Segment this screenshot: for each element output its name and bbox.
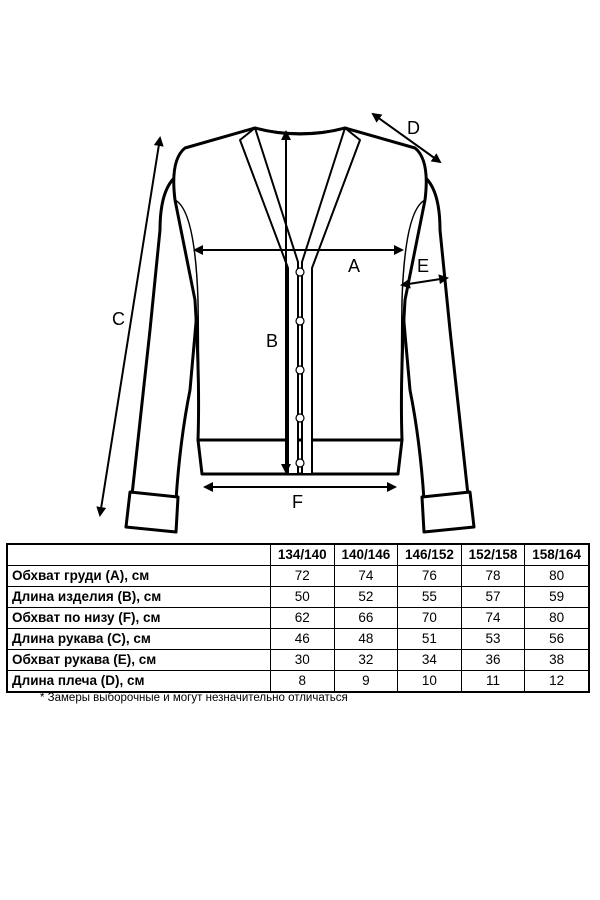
table-cell: 48	[334, 629, 398, 650]
body	[174, 128, 430, 440]
row-label: Длина плеча (D), см	[7, 671, 271, 693]
table-row	[7, 650, 589, 671]
right-cuff	[422, 492, 474, 532]
table-cell: 11	[461, 671, 525, 693]
table-cell: 30	[271, 650, 335, 671]
size-header: 146/152	[398, 544, 462, 566]
table-cell: 59	[525, 587, 589, 608]
size-header: 158/164	[525, 544, 589, 566]
row-label: Обхват рукава (E), см	[7, 650, 271, 671]
table-cell: 51	[398, 629, 462, 650]
table-cell: 80	[525, 608, 589, 629]
table-cell: 10	[398, 671, 462, 693]
footnote: * Замеры выборочные и могут незначительно отличаться	[40, 692, 348, 704]
table-row	[7, 671, 589, 693]
table-cell: 70	[398, 608, 462, 629]
table-cell: 78	[461, 566, 525, 587]
table-cell: 74	[334, 566, 398, 587]
table-cell: 46	[271, 629, 335, 650]
row-label: Обхват груди (A), см	[7, 566, 271, 587]
table-cell: 55	[398, 587, 462, 608]
table-row	[7, 587, 589, 608]
table-cell: 72	[271, 566, 335, 587]
table-cell: 74	[461, 608, 525, 629]
row-label: Длина изделия (B), см	[7, 587, 271, 608]
table-row	[7, 608, 589, 629]
row-label: Длина рукава (C), см	[7, 629, 271, 650]
label-b: B	[266, 331, 279, 351]
size-header: 140/146	[334, 544, 398, 566]
hem-band	[198, 440, 402, 474]
table-cell: 9	[334, 671, 398, 693]
cardigan-drawing	[126, 128, 474, 532]
size-header: 152/158	[461, 544, 525, 566]
table-cell: 50	[271, 587, 335, 608]
left-cuff	[126, 492, 178, 532]
header-empty-cell	[7, 544, 271, 566]
table-cell: 66	[334, 608, 398, 629]
label-e: E	[417, 256, 430, 276]
label-f: F	[292, 492, 303, 512]
table-cell: 36	[461, 650, 525, 671]
table-cell: 57	[461, 587, 525, 608]
table-row	[7, 566, 589, 587]
table-cell: 32	[334, 650, 398, 671]
label-d: D	[407, 118, 420, 138]
table-cell: 8	[271, 671, 335, 693]
table-cell: 34	[398, 650, 462, 671]
label-a: A	[348, 256, 361, 276]
table-cell: 52	[334, 587, 398, 608]
table-cell: 56	[525, 629, 589, 650]
table-cell: 12	[525, 671, 589, 693]
table-row	[7, 629, 589, 650]
size-table	[6, 543, 590, 693]
table-cell: 53	[461, 629, 525, 650]
table-cell: 80	[525, 566, 589, 587]
size-header: 134/140	[271, 544, 335, 566]
table-cell: 76	[398, 566, 462, 587]
size-header-row	[7, 544, 589, 566]
row-label: Обхват по низу (F), см	[7, 608, 271, 629]
table-cell: 62	[271, 608, 335, 629]
label-c: C	[112, 309, 125, 329]
table-cell: 38	[525, 650, 589, 671]
